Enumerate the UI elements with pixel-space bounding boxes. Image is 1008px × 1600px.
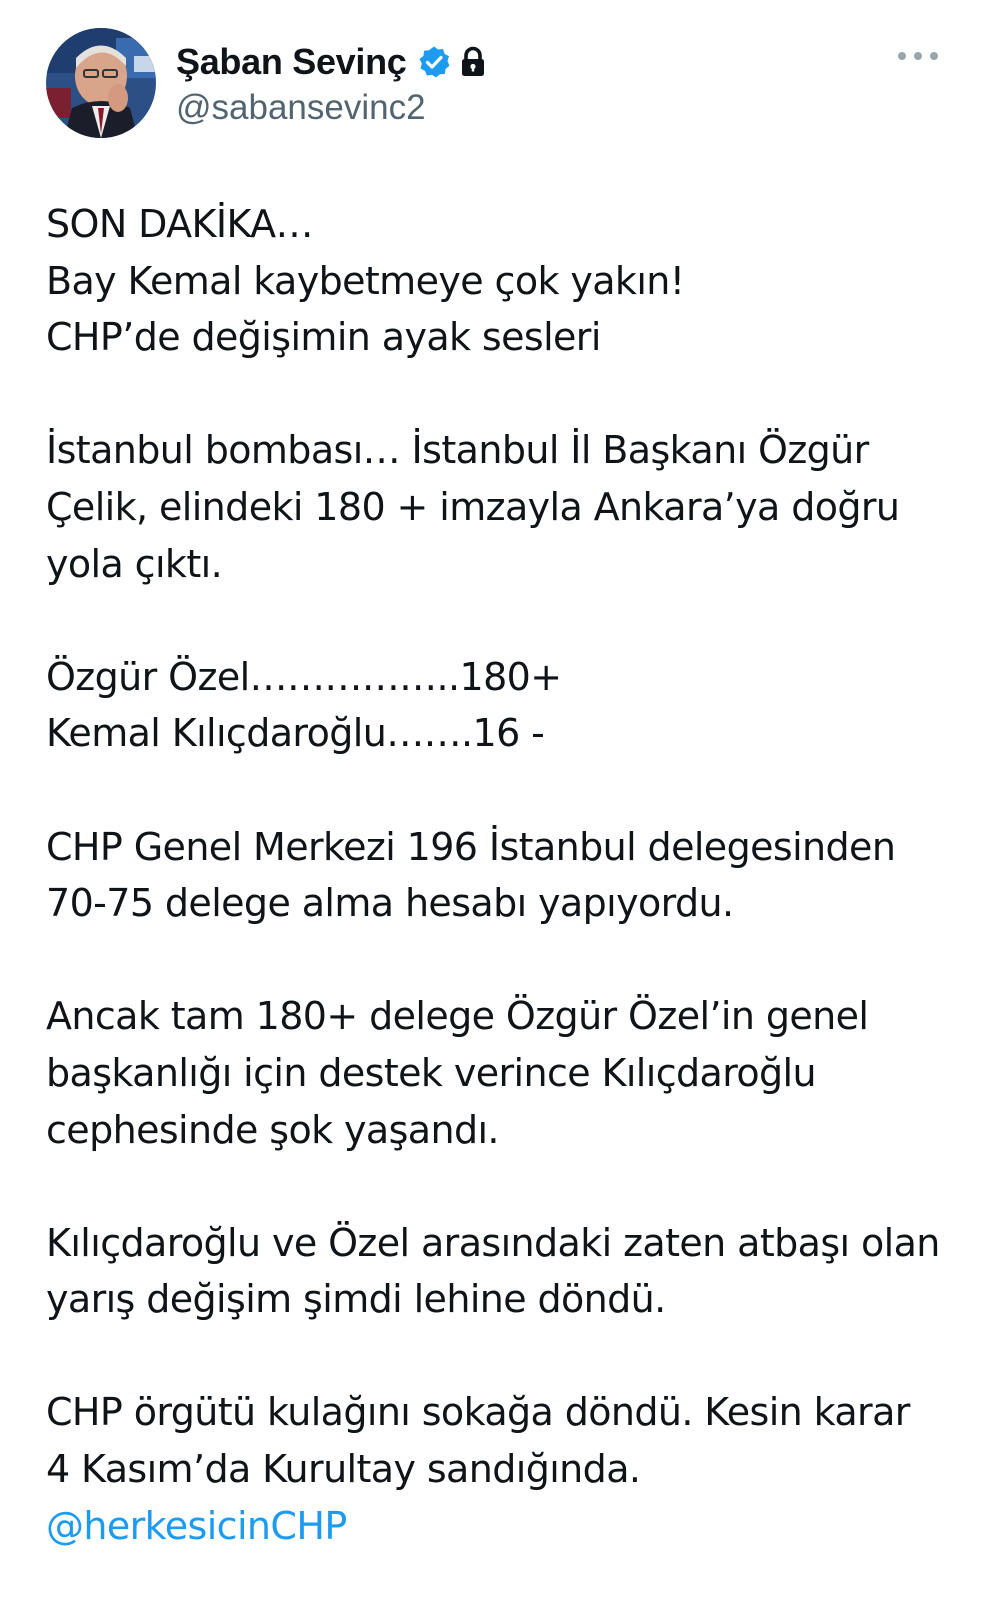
tweet-line: cephesinde şok yaşandı. [46, 1107, 499, 1152]
tweet-line: İstanbul bombası… İstanbul İl Başkanı Özgür [46, 428, 869, 473]
author-handle[interactable]: @sabansevinc2 [176, 88, 426, 127]
tweet-paragraph [46, 1215, 966, 1328]
author-display-name[interactable]: Şaban Sevinç [176, 41, 407, 82]
author-name-row [176, 40, 487, 84]
tweet-line: Özgür Özel……………..180+ [46, 654, 562, 699]
tweet-line: Çelik, elindeki 180 + imzayla Ankara’ya doğru [46, 484, 900, 529]
avatar-photo [46, 28, 156, 138]
mention-link[interactable]: @herkesicinCHP [46, 1503, 347, 1548]
tweet-line: Ancak tam 180+ delege Özgür Özel’in genel [46, 994, 869, 1039]
tweet-line: Kılıçdaroğlu ve Özel arasındaki zaten atbaşı olan [46, 1220, 940, 1265]
avatar[interactable] [46, 28, 156, 138]
tweet-line: başkanlığı için destek verince Kılıçdaroğlu [46, 1050, 816, 1095]
tweet-paragraph [46, 988, 966, 1158]
tweet-line: CHP’de değişimin ayak sesleri [46, 315, 601, 360]
lock-icon [459, 46, 487, 78]
tweet-line: yarış değişim şimdi lehine döndü. [46, 1277, 666, 1322]
tweet-paragraph [46, 819, 966, 932]
tweet-paragraph [46, 196, 966, 366]
more-options-icon[interactable] [898, 46, 938, 66]
tweet-line: CHP Genel Merkezi 196 İstanbul delegesinden [46, 824, 896, 869]
tweet-paragraph [46, 422, 966, 592]
tweet-paragraph [46, 1384, 966, 1554]
tweet-line: yola çıktı. [46, 541, 223, 586]
tweet-line: Bay Kemal kaybetmeye çok yakın! [46, 258, 685, 303]
tweet-paragraph [46, 649, 966, 762]
tweet-line: 4 Kasım’da Kurultay sandığında. [46, 1447, 641, 1492]
tweet-header [46, 28, 962, 140]
tweet-line: SON DAKİKA… [46, 202, 313, 246]
tweet-text [46, 196, 966, 1554]
tweet-line: 70-75 delege alma hesabı yapıyordu. [46, 881, 734, 926]
tweet-line: Kemal Kılıçdaroğlu…….16 - [46, 711, 545, 756]
verified-badge-icon [417, 45, 451, 79]
tweet-line: CHP örgütü kulağını sokağa döndü. Kesin karar [46, 1390, 910, 1435]
